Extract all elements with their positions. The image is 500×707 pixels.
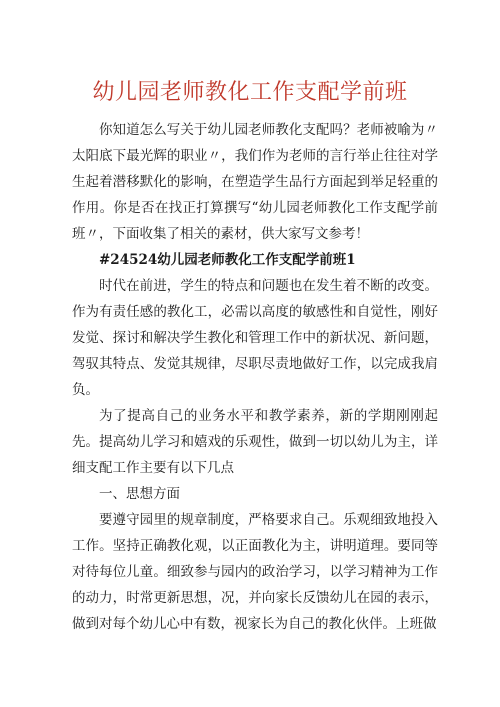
body-paragraph: 为了提高自己的业务水平和教学素养，新的学期刚刚起先。提高幼儿学习和嬉戏的乐观性，做到一切以幼儿为主，详细支配工作主要有以下几点 (72, 408, 438, 476)
section-heading: 一、思想方面 (99, 486, 180, 502)
document-title: 幼儿园老师教化工作支配学前班 (92, 80, 408, 105)
section-subheading: #24524幼儿园老师教化工作支配学前班1 (99, 252, 356, 268)
document-body (72, 117, 438, 637)
intro-paragraph: 你知道怎么写关于幼儿园老师教化支配吗？老师被喻为〃太阳底下最光辉的职业〃，我们作为老师的言行举止往往对学生起着潜移默化的影响，在塑造学生品行方面起到举足轻重的作用。你是否在找正打算撰写“幼儿园老师教化工作支配学前班〃，下面收集了相关的素材，供大家写文参考！ (72, 122, 438, 242)
body-paragraph: 要遵守园里的规章制度，严格要求自己。乐观细致地投入工作。坚持正确教化观，以正面教化为主，讲明道理。要同等对待每位儿童。细致参与园内的政治学习，以学习精神为工作的动力，时常更新思想，况，并向家长反馈幼儿在园的表示，做到对每个幼儿心中有数，视家长为自己的教化伙伴。上班做 (72, 512, 438, 632)
body-paragraph: 时代在前进，学生的特点和问题也在发生着不断的改变。作为有责任感的教化工，必需以高度的敏感性和自觉性，刚好发觉、探讨和解决学生教化和管理工作中的新状况、新问题，驾驭其特点、发觉其规律，尽职尽责地做好工作，以完成我肩负。 (72, 278, 438, 398)
